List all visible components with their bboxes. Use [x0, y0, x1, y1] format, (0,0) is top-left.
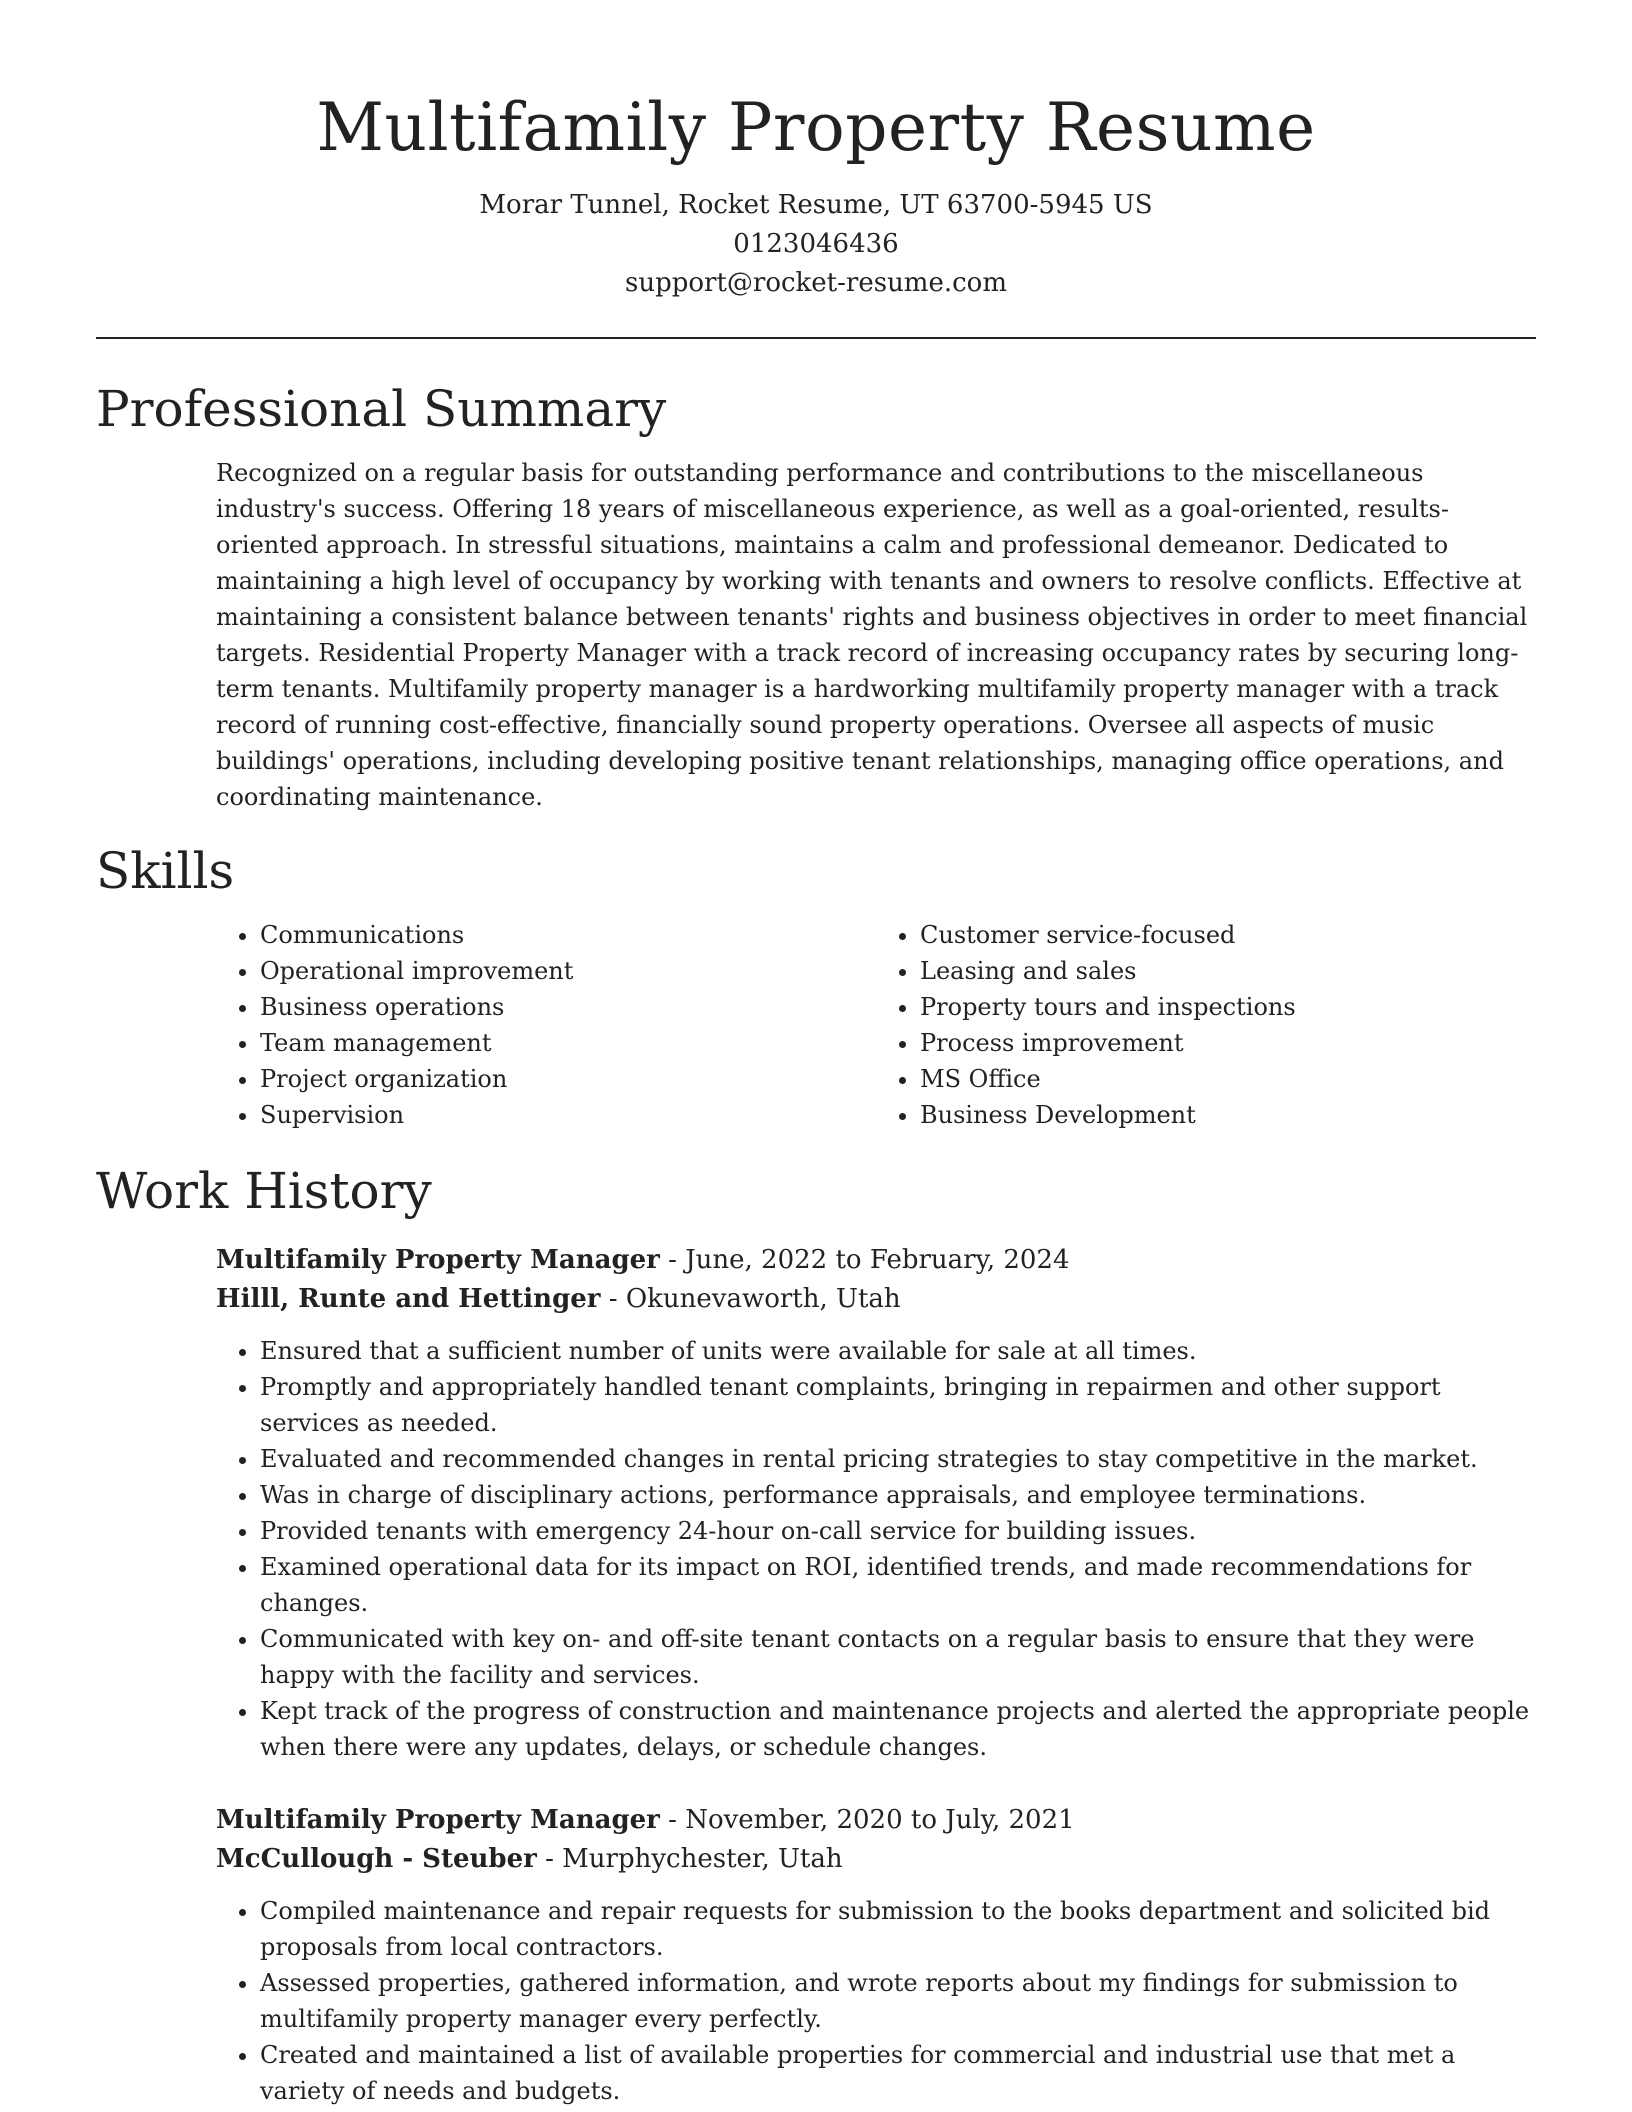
job-company-line: [216, 1280, 1536, 1319]
skill-item: • Leasing and sales: [920, 953, 1536, 989]
summary-heading: Professional Summary: [96, 380, 667, 438]
job-bullet: • Promptly and appropriately handled tenant complaints, bringing in repairmen and other support services as needed.: [260, 1369, 1536, 1441]
contact-phone: 0123046436: [733, 229, 899, 259]
summary-section: [96, 377, 1536, 815]
job-company: McCullough - Steuber: [216, 1844, 537, 1874]
job-company-line: [216, 1840, 1536, 1879]
contact-email[interactable]: support@rocket-resume.com: [624, 268, 1007, 298]
job-location: - Murphychester, Utah: [536, 1844, 843, 1874]
skill-item: • Process improvement: [920, 1025, 1536, 1061]
skill-item: • Business operations: [260, 989, 876, 1025]
job-bullet: • Communicated with key on- and off-site tenant contacts on a regular basis to ensure that they were happy with the facility and services.: [260, 1621, 1536, 1693]
contact-info: [96, 186, 1536, 303]
skills-column-right: [876, 917, 1536, 1133]
job-bullet: • Created and maintained a list of available properties for commercial and industrial use that met a variety of needs and budgets.: [260, 2037, 1536, 2109]
job-role-line: [216, 1801, 1536, 1840]
job-bullet: • Was in charge of disciplinary actions, performance appraisals, and employee terminations.: [260, 1477, 1536, 1513]
job-bullet: • Evaluated and recommended changes in rental pricing strategies to stay competitive in the market.: [260, 1441, 1536, 1477]
job-bullet: • Provided tenants with emergency 24-hour on-call service for building issues.: [260, 1513, 1536, 1549]
job-dates: - November, 2020 to July, 2021: [659, 1805, 1075, 1835]
skill-item: • Business Development: [920, 1097, 1536, 1133]
header-divider: [96, 337, 1536, 339]
job-dates: - June, 2022 to February, 2024: [659, 1245, 1070, 1275]
skill-item: • Property tours and inspections: [920, 989, 1536, 1025]
job-bullets: [216, 1333, 1536, 1765]
resume-header: [96, 0, 1536, 303]
skill-item: • Project organization: [260, 1061, 876, 1097]
work-history-heading: Work History: [96, 1162, 432, 1220]
job-location: - Okunevaworth, Utah: [600, 1284, 901, 1314]
skills-grid: [216, 917, 1536, 1133]
job-entry: [216, 1241, 1536, 1765]
work-history-section: [96, 1159, 1536, 2109]
skill-item: • Communications: [260, 917, 876, 953]
job-role: Multifamily Property Manager: [216, 1245, 660, 1275]
job-bullets: [216, 1893, 1536, 2109]
skills-heading: Skills: [96, 842, 235, 900]
skills-section: [96, 839, 1536, 1133]
job-bullet: • Ensured that a sufficient number of units were available for sale at all times.: [260, 1333, 1536, 1369]
job-company: Hilll, Runte and Hettinger: [216, 1284, 601, 1314]
skill-item: • MS Office: [920, 1061, 1536, 1097]
job-role-line: [216, 1241, 1536, 1280]
job-bullet: • Compiled maintenance and repair requests for submission to the books department and solicited bid proposals from local contractors.: [260, 1893, 1536, 1965]
skill-item: • Team management: [260, 1025, 876, 1061]
skill-item: • Customer service-focused: [920, 917, 1536, 953]
job-bullet: • Assessed properties, gathered information, and wrote reports about my findings for submission to multifamily property manager every perfectly.: [260, 1965, 1536, 2037]
skill-item: • Supervision: [260, 1097, 876, 1133]
skill-item: • Operational improvement: [260, 953, 876, 989]
contact-address: Morar Tunnel, Rocket Resume, UT 63700-5945 US: [479, 190, 1153, 220]
job-bullet: • Kept track of the progress of construction and maintenance projects and alerted the appropriate people when there were any updates, delays, or schedule changes.: [260, 1693, 1536, 1765]
job-entry: [216, 1801, 1536, 2109]
job-role: Multifamily Property Manager: [216, 1805, 660, 1835]
job-bullet: • Examined operational data for its impact on ROI, identified trends, and made recommendations for changes.: [260, 1549, 1536, 1621]
skills-column-left: [216, 917, 876, 1133]
summary-text: Recognized on a regular basis for outstanding performance and contributions to the miscellaneous industry's success. Offering 18 years of miscellaneous experience, as well as a goal-oriented, results-oriented approach. In stressful situations, maintains a calm and professional demeanor. Dedicated to maintaining a high level of occupancy by working with tenants and owners to resolve conflicts. Effective at maintaining a consistent balance between tenants' rights and business objectives in order to meet financial targets. Residential Property Manager with a track record of increasing occupancy rates by securing long-term tenants. Multifamily property manager is a hardworking multifamily property manager with a track record of running cost-effective, financially sound property operations. Oversee all aspects of music buildings' operations, including developing positive tenant relationships, managing office operations, and coordinating maintenance.: [216, 459, 1528, 811]
resume-title: Multifamily Property Resume: [316, 89, 1316, 166]
